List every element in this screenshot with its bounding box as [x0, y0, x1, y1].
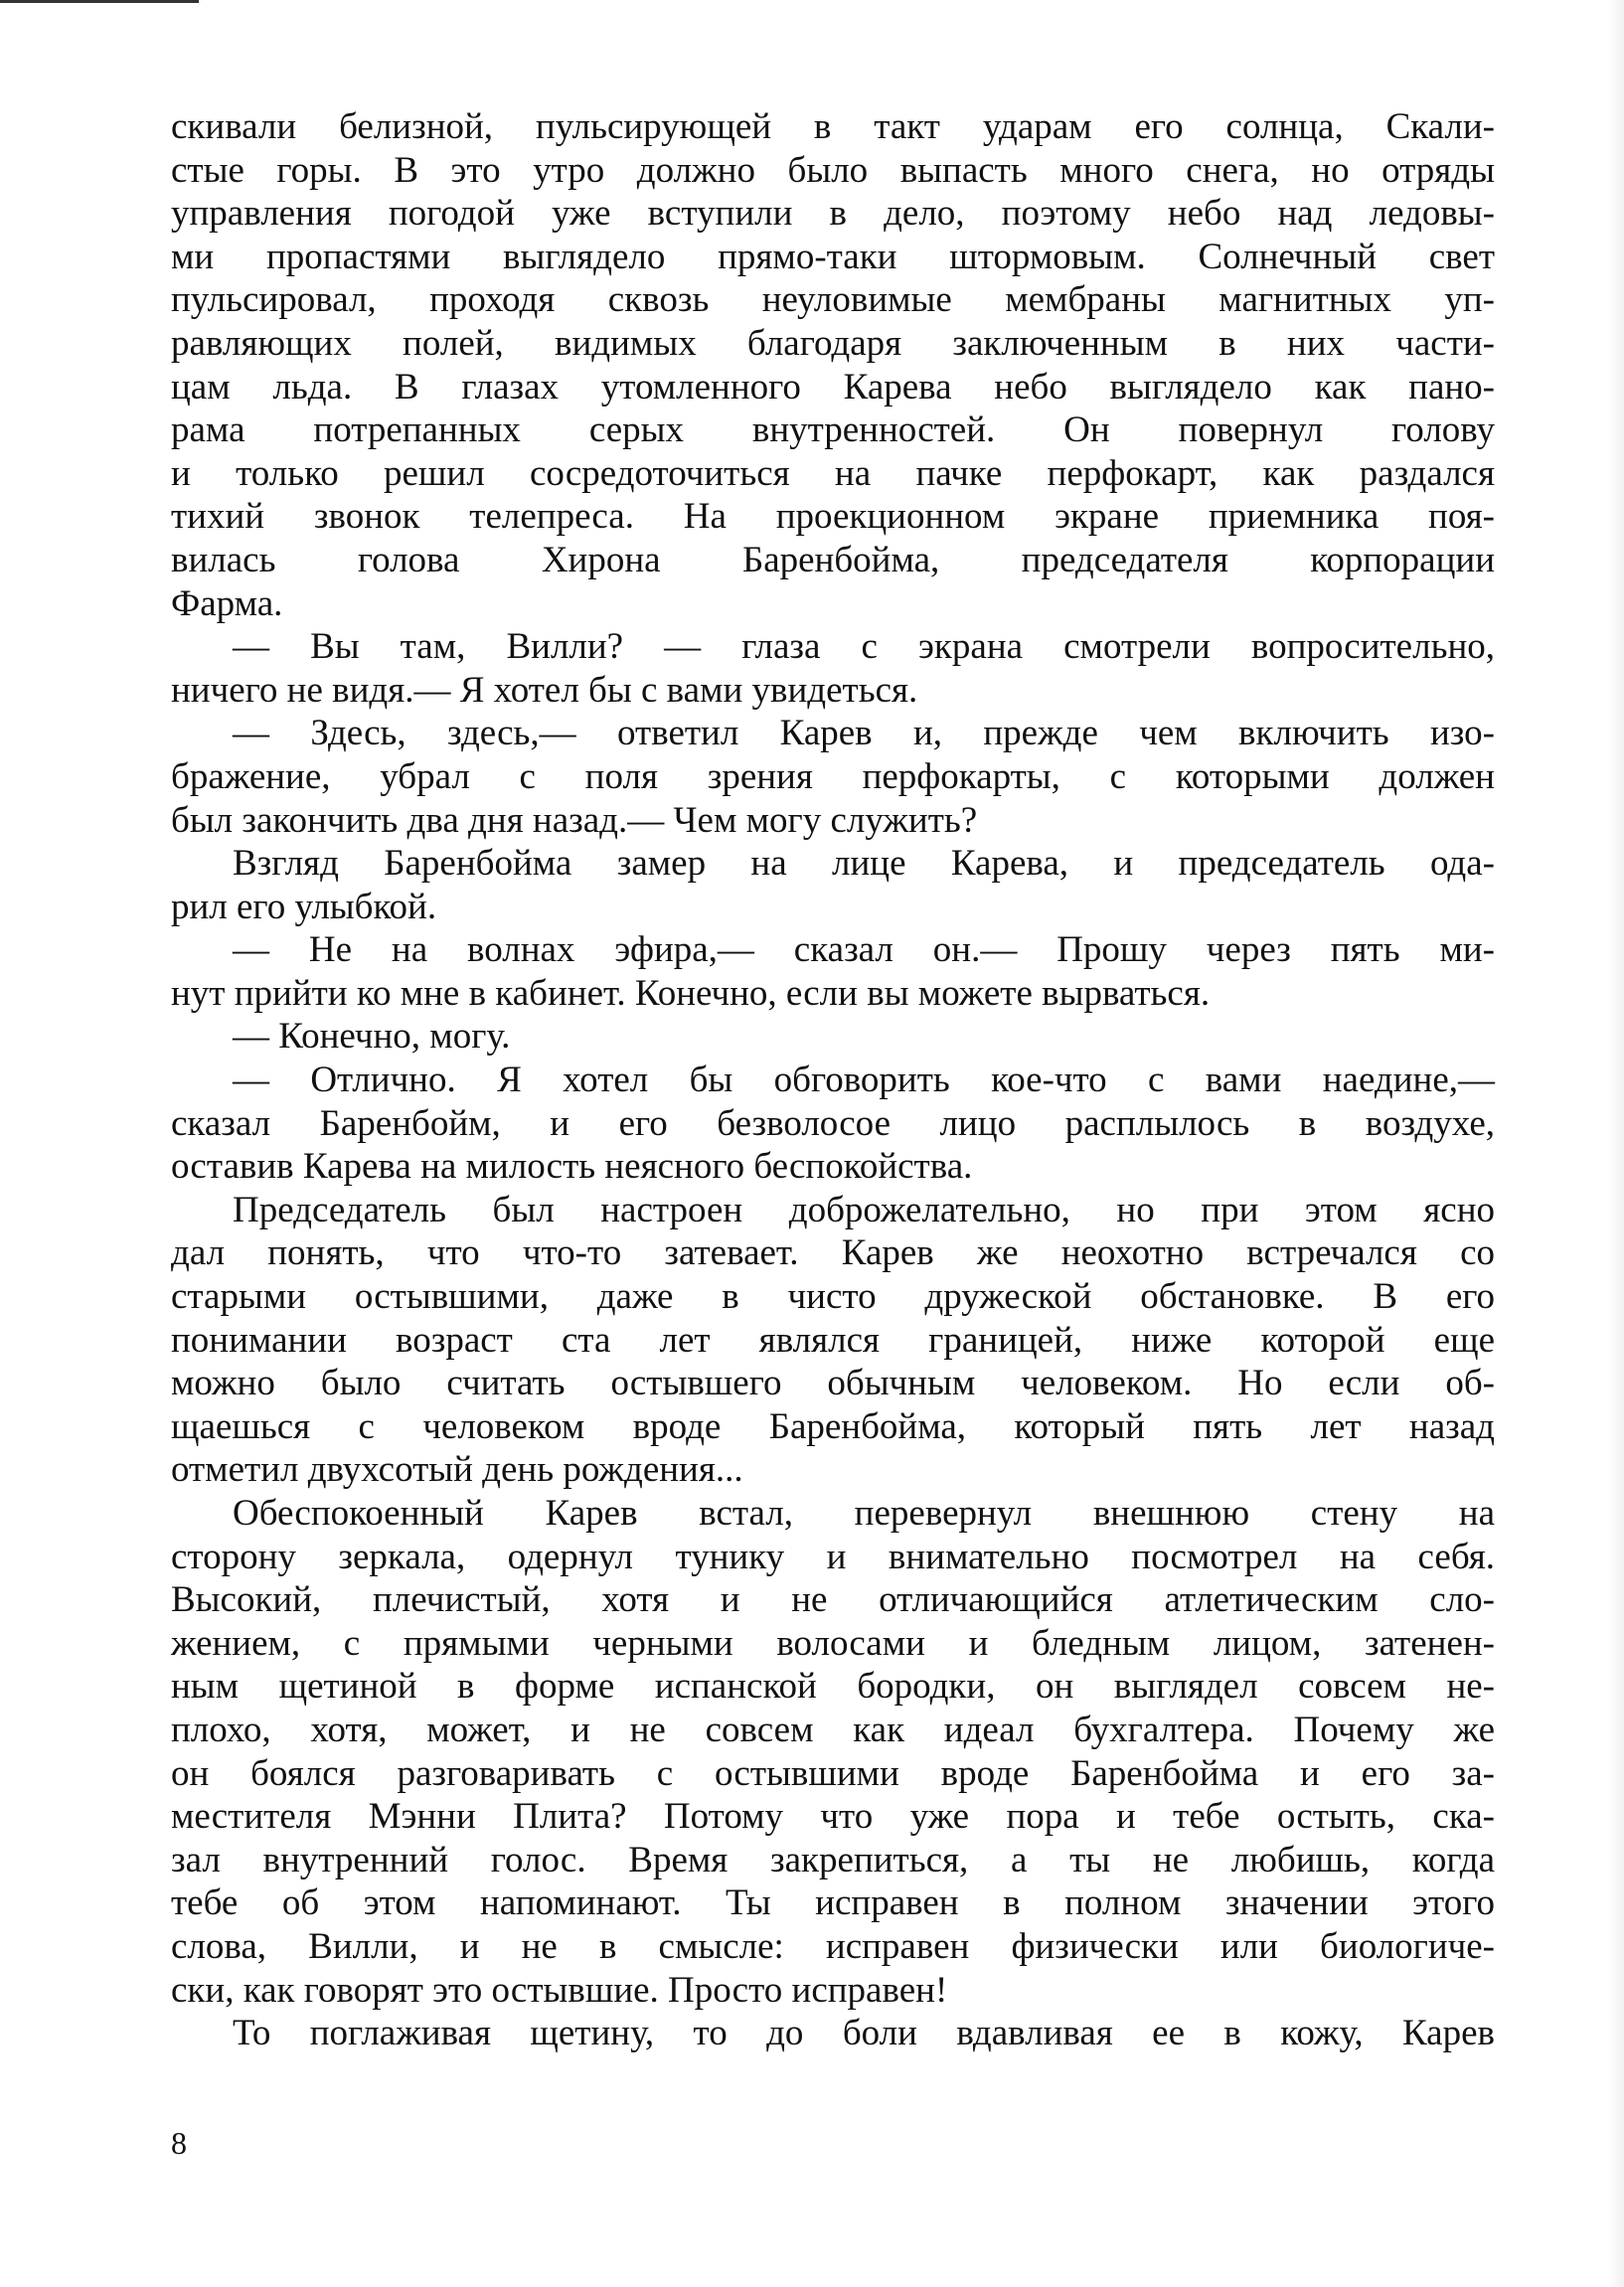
text-line: цам льда. В глазах утомленного Карева небо выглядело как пано-: [171, 366, 1495, 408]
paragraph: [171, 105, 1495, 625]
text-line: сказал Баренбойм, и его безволосое лицо расплылось в воздухе,: [171, 1102, 1495, 1144]
text-line: понимании возраст ста лет являлся границей, ниже которой еще: [171, 1319, 1495, 1361]
text-line: пульсировал, проходя сквозь неуловимые мембраны магнитных уп-: [171, 279, 1495, 321]
text-line: тебе об этом напоминают. Ты исправен в полном значении этого: [171, 1882, 1495, 1924]
text-line: — Не на волнах эфира,— сказал он.— Прошу через пять ми-: [233, 929, 1495, 971]
text-line: можно было считать остывшего обычным человеком. Но если об-: [171, 1363, 1495, 1404]
text-line: скивали белизной, пульсирующей в такт ударам его солнца, Скали-: [171, 106, 1495, 147]
paragraph: [171, 625, 1495, 712]
paragraph: [171, 712, 1495, 842]
text-line: жением, с прямыми черными волосами и бледным лицом, затенен-: [171, 1622, 1495, 1664]
paragraph: [171, 928, 1495, 1015]
text-line: ничего не видя.— Я хотел бы с вами увидеться.: [171, 669, 918, 711]
paragraph: [171, 1189, 1495, 1492]
text-line: равляющих полей, видимых благодаря заключенным в них части-: [171, 322, 1495, 364]
text-line: вилась голова Хирона Баренбойма, председателя корпорации: [171, 539, 1495, 580]
text-line: рил его улыбкой.: [171, 886, 437, 927]
top-edge-rule: [0, 0, 199, 3]
text-line: местителя Мэнни Плита? Потому что уже пора и тебе остыть, ска-: [171, 1796, 1495, 1838]
text-line: тихий звонок телепреса. На проекционном экране приемника поя-: [171, 496, 1495, 538]
paragraph: [171, 1059, 1495, 1189]
text-line: плохо, хотя, может, и не совсем как идеал бухгалтера. Почему же: [171, 1709, 1495, 1750]
body-text: [171, 105, 1495, 2055]
text-line: — Отлично. Я хотел бы обговорить кое-что с вами наедине,—: [233, 1060, 1495, 1101]
text-line: отметил двухсотый день рождения...: [171, 1449, 743, 1491]
text-line: стые горы. В это утро должно было выпасть много снега, но отряды: [171, 149, 1495, 191]
text-line: рама потрепанных серых внутренностей. Он повернул голову: [171, 409, 1495, 451]
text-line: Высокий, плечистый, хотя и не отличающийся атлетическим сло-: [171, 1579, 1495, 1621]
text-line: Председатель был настроен доброжелательно, но при этом ясно: [233, 1189, 1495, 1230]
paragraph: [171, 1015, 1495, 1059]
text-line: старыми остывшими, даже в чисто дружеской обстановке. В его: [171, 1276, 1495, 1318]
text-line: ным щетиной в форме испанской бородки, он выглядел совсем не-: [171, 1666, 1495, 1708]
text-line: нут прийти ко мне в кабинет. Конечно, если вы можете вырваться.: [171, 972, 1211, 1014]
text-line: дал понять, что что-то затевает. Карев же неохотно встречался со: [171, 1232, 1495, 1274]
text-line: ми пропастями выглядело прямо-таки штормовым. Солнечный свет: [171, 236, 1495, 277]
page-edge-shadow: [1608, 0, 1624, 2287]
text-line: зал внутренний голос. Время закрепиться, а ты не любишь, когда: [171, 1839, 1495, 1880]
text-line: он боялся разговаривать с остывшими вроде Баренбойма и его за-: [171, 1752, 1495, 1794]
text-line: Фарма.: [171, 582, 283, 624]
text-line: — Здесь, здесь,— ответил Карев и, прежде чем включить изо-: [233, 713, 1495, 754]
text-line: был закончить два дня назад.— Чем могу служить?: [171, 799, 978, 841]
text-line: Взгляд Баренбойма замер на лице Карева, и председатель ода-: [233, 843, 1495, 885]
page-number: 8: [171, 2125, 187, 2161]
paragraph: [171, 2012, 1495, 2055]
text-line: щаешься с человеком вроде Баренбойма, который пять лет назад: [171, 1405, 1495, 1447]
text-line: Обеспокоенный Карев встал, перевернул внешнюю стену на: [233, 1493, 1495, 1534]
text-line: бражение, убрал с поля зрения перфокарты, с которыми должен: [171, 755, 1495, 797]
text-line: слова, Вилли, и не в смысле: исправен физически или биологиче-: [171, 1925, 1495, 1967]
text-line: — Конечно, могу.: [233, 1016, 511, 1058]
text-line: и только решил сосредоточиться на пачке перфокарт, как раздался: [171, 452, 1495, 494]
text-line: управления погодой уже вступили в дело, поэтому небо над ледовы-: [171, 193, 1495, 235]
text-line: оставив Карева на милость неясного беспокойства.: [171, 1146, 973, 1188]
paragraph: [171, 1492, 1495, 2012]
text-line: сторону зеркала, одернул тунику и внимательно посмотрел на себя.: [171, 1536, 1495, 1577]
text-line: ски, как говорят это остывшие. Просто исправен!: [171, 1969, 948, 2011]
paragraph: [171, 842, 1495, 928]
text-line: То поглаживая щетину, то до боли вдавливая ее в кожу, Карев: [233, 2013, 1495, 2054]
text-line: — Вы там, Вилли? — глаза с экрана смотрели вопросительно,: [233, 626, 1495, 668]
